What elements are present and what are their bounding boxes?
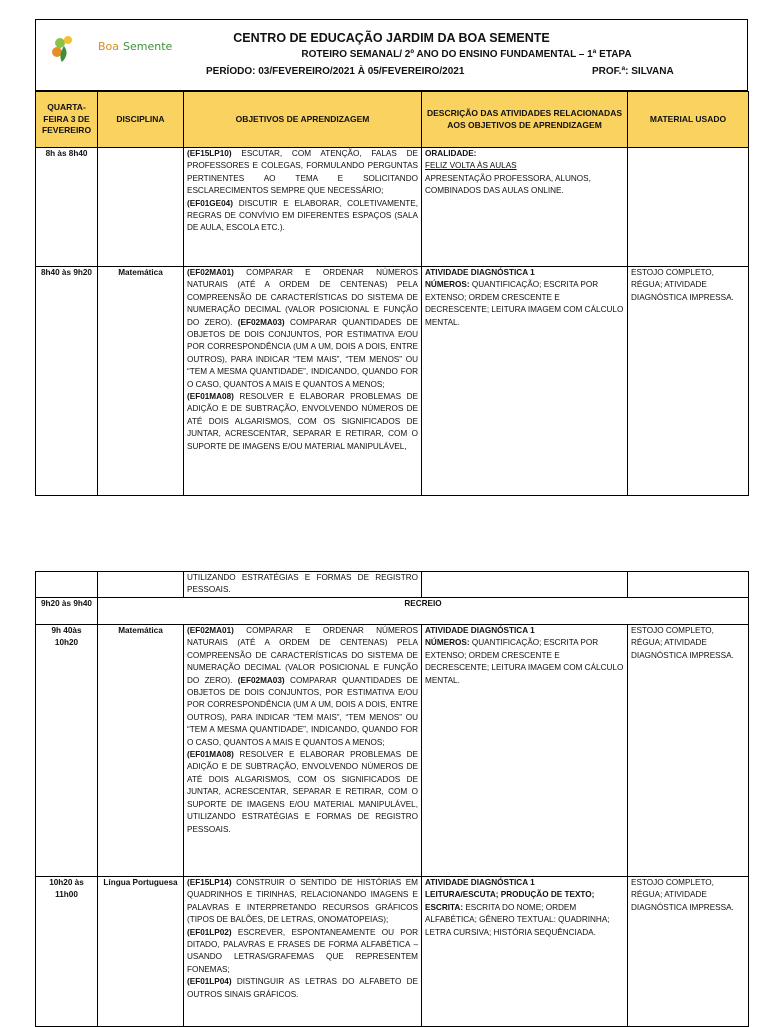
recess-cell: RECREIO bbox=[98, 598, 749, 625]
teacher-label: PROF.ª: SILVANA bbox=[592, 66, 674, 77]
time-cell: 9h 40às 10h20 bbox=[36, 625, 98, 877]
recess-row bbox=[36, 598, 749, 625]
objectives-cell: (EF02MA01) COMPARAR E ORDENAR NÚMEROS NATURAIS (ATÉ A ORDEM DE CENTENAS) PELA COMPREENSÃO DE CARACTERÍSTICAS DO SISTEMA DE NUMERAÇÃO DECIMAL (VALOR POSICIONAL E FUNÇÃO DO ZERO). (EF02MA03) COMPARAR QUANTIDADES DE OBJETOS DE DOIS CONJUNTOS, POR ESTIMATIVA E/OU POR CORRESPONDÊNCIA (UM A UM, DOIS A DOIS, ENTRE OUTROS), PARA INDICAR “TEM MAIS”, “TEM MENOS” OU “TEM A MESMA QUANTIDADE”, INDICANDO, QUANDO FOR O CASO, QUANTOS A MAIS E QUANTOS A MENOS; (EF01MA08) RESOLVER E ELABORAR PROBLEMAS DE ADIÇÃO E DE SUBTRAÇÃO, ENVOLVENDO NÚMEROS DE ATÉ DOIS ALGARISMOS, COM OS SIGNIFICADOS DE JUNTAR, ACRESCENTAR, SEPARAR E RETIRAR, COM O SUPORTE DE IMAGENS E/OU MATERIAL MANIPULÁVEL, bbox=[184, 267, 422, 496]
roteiro-subtitle: ROTEIRO SEMANAL/ 2º ANO DO ENSINO FUNDAMENTAL – 1ª ETAPA bbox=[301, 49, 632, 60]
description-cell: ATIVIDADE DIAGNÓSTICA 1 LEITURA/ESCUTA; PRODUÇÃO DE TEXTO; ESCRITA: ESCRITA DO NOME; ORDEM ALFABÉTICA; GÊNERO TEXTUAL: QUADRINHA; LETRA CURSIVA; HISTÓRIA SEQUÊNCIADA. bbox=[422, 877, 628, 1027]
table-row bbox=[36, 572, 749, 598]
time-cell bbox=[36, 572, 98, 598]
document-header bbox=[35, 19, 748, 91]
col-header-material: MATERIAL USADO bbox=[628, 92, 749, 148]
time-cell: 9h20 às 9h40 bbox=[36, 598, 98, 625]
col-header-objectives: OBJETIVOS DE APRENDIZAGEM bbox=[184, 92, 422, 148]
material-cell bbox=[628, 148, 749, 267]
table-row bbox=[36, 148, 749, 267]
time-cell: 8h40 às 9h20 bbox=[36, 267, 98, 496]
objectives-cell: (EF15LP10) ESCUTAR, COM ATENÇÃO, FALAS DE PROFESSORES E COLEGAS, FORMULANDO PERGUNTAS PERTINENTES AO TEMA E SOLICITANDO ESCLARECIMENTOS SEMPRE QUE NECESSÁRIO; (EF01GE04) DISCUTIR E ELABORAR, COLETIVAMENTE, REGRAS DE CONVÍVIO EM DIFERENTES ESPAÇOS (SALA DE AULA, ESCOLA ETC.). bbox=[184, 148, 422, 267]
objectives-cell: (EF15LP14) CONSTRUIR O SENTIDO DE HISTÓRIAS EM QUADRINHOS E TIRINHAS, RELACIONANDO IMAGENS E PALAVRAS E INTERPRETANDO RECURSOS GRÁFICOS (TIPOS DE BALÕES, DE LETRAS, ONOMATOPEIAS); (EF01LP02) ESCREVER, ESPONTANEAMENTE OU POR DITADO, PALAVRAS E FRASES DE FORMA ALFABÉTICA – USANDO LETRAS/GRAFEMAS QUE REPRESENTEM FONEMAS; (EF01LP04) DISTINGUIR AS LETRAS DO ALFABETO DE OUTROS SINAIS GRÁFICOS. bbox=[184, 877, 422, 1027]
school-title: CENTRO DE EDUCAÇÃO JARDIM DA BOA SEMENTE bbox=[233, 31, 550, 45]
description-cell: ORALIDADE: FELIZ VOLTA ÀS AULAS APRESENTAÇÃO PROFESSORA, ALUNOS, COMBINADOS DAS AULAS ONLINE. bbox=[422, 148, 628, 267]
discipline-cell bbox=[98, 572, 184, 598]
material-cell: ESTOJO COMPLETO, RÉGUA; ATIVIDADE DIAGNÓSTICA IMPRESSA. bbox=[628, 877, 749, 1027]
table-row bbox=[36, 877, 749, 1027]
objectives-cell: (EF02MA01) COMPARAR E ORDENAR NÚMEROS NATURAIS (ATÉ A ORDEM DE CENTENAS) PELA COMPREENSÃO DE CARACTERÍSTICAS DO SISTEMA DE NUMERAÇÃO DECIMAL (VALOR POSICIONAL E FUNÇÃO DO ZERO). (EF02MA03) COMPARAR QUANTIDADES DE OBJETOS DE DOIS CONJUNTOS, POR ESTIMATIVA E/OU POR CORRESPONDÊNCIA (UM A UM, DOIS A DOIS, ENTRE OUTROS), PARA INDICAR “TEM MAIS”, “TEM MENOS” OU “TEM A MESMA QUANTIDADE”, INDICANDO, QUANDO FOR O CASO, QUANTOS A MAIS E QUANTOS A MENOS; (EF01MA08) RESOLVER E ELABORAR PROBLEMAS DE ADIÇÃO E DE SUBTRAÇÃO, ENVOLVENDO NÚMEROS DE ATÉ DOIS ALGARISMOS, COM OS SIGNIFICADOS DE JUNTAR, ACRESCENTAR, SEPARAR E RETIRAR, COM O SUPORTE DE IMAGENS E/OU MATERIAL MANIPULÁVEL, UTILIZANDO ESTRATÉGIAS E FORMAS DE REGISTRO PESSOAIS. bbox=[184, 625, 422, 877]
description-cell: ATIVIDADE DIAGNÓSTICA 1 NÚMEROS: QUANTIFICAÇÃO; ESCRITA POR EXTENSO; ORDEM CRESCENTE E DECRESCENTE; LEITURA IMAGEM COM CÁLCULO MENTAL. bbox=[422, 625, 628, 877]
discipline-cell: Matemática bbox=[98, 625, 184, 877]
time-cell: 10h20 às 11h00 bbox=[36, 877, 98, 1027]
col-header-day: QUARTA-FEIRA 3 DE FEVEREIRO bbox=[36, 92, 98, 148]
discipline-cell: Matemática bbox=[98, 267, 184, 496]
objectives-cell: UTILIZANDO ESTRATÉGIAS E FORMAS DE REGISTRO PESSOAIS. bbox=[184, 572, 422, 598]
period-label: PERÍODO: 03/FEVEREIRO/2021 À 05/FEVEREIRO/2021 bbox=[206, 66, 465, 77]
material-cell bbox=[628, 572, 749, 598]
discipline-cell: Língua Portuguesa bbox=[98, 877, 184, 1027]
time-cell: 8h às 8h40 bbox=[36, 148, 98, 267]
logo-text: Boa Semente bbox=[98, 40, 173, 53]
col-header-discipline: DISCIPLINA bbox=[98, 92, 184, 148]
schedule-table-page-1 bbox=[35, 91, 749, 496]
col-header-description: DESCRIÇÃO DAS ATIVIDADES RELACIONADAS AOS OBJETIVOS DE APRENDIZAGEM bbox=[422, 92, 628, 148]
material-cell: ESTOJO COMPLETO, RÉGUA; ATIVIDADE DIAGNÓSTICA IMPRESSA. bbox=[628, 267, 749, 496]
description-cell: ATIVIDADE DIAGNÓSTICA 1 NÚMEROS: QUANTIFICAÇÃO; ESCRITA POR EXTENSO; ORDEM CRESCENTE E DECRESCENTE; LEITURA IMAGEM COM CÁLCULO MENTAL. bbox=[422, 267, 628, 496]
table-header-row bbox=[36, 92, 749, 148]
table-row bbox=[36, 267, 749, 496]
material-cell: ESTOJO COMPLETO, RÉGUA; ATIVIDADE DIAGNÓSTICA IMPRESSA. bbox=[628, 625, 749, 877]
table-row bbox=[36, 625, 749, 877]
schedule-table-page-2 bbox=[35, 571, 749, 1027]
description-cell bbox=[422, 572, 628, 598]
discipline-cell bbox=[98, 148, 184, 267]
